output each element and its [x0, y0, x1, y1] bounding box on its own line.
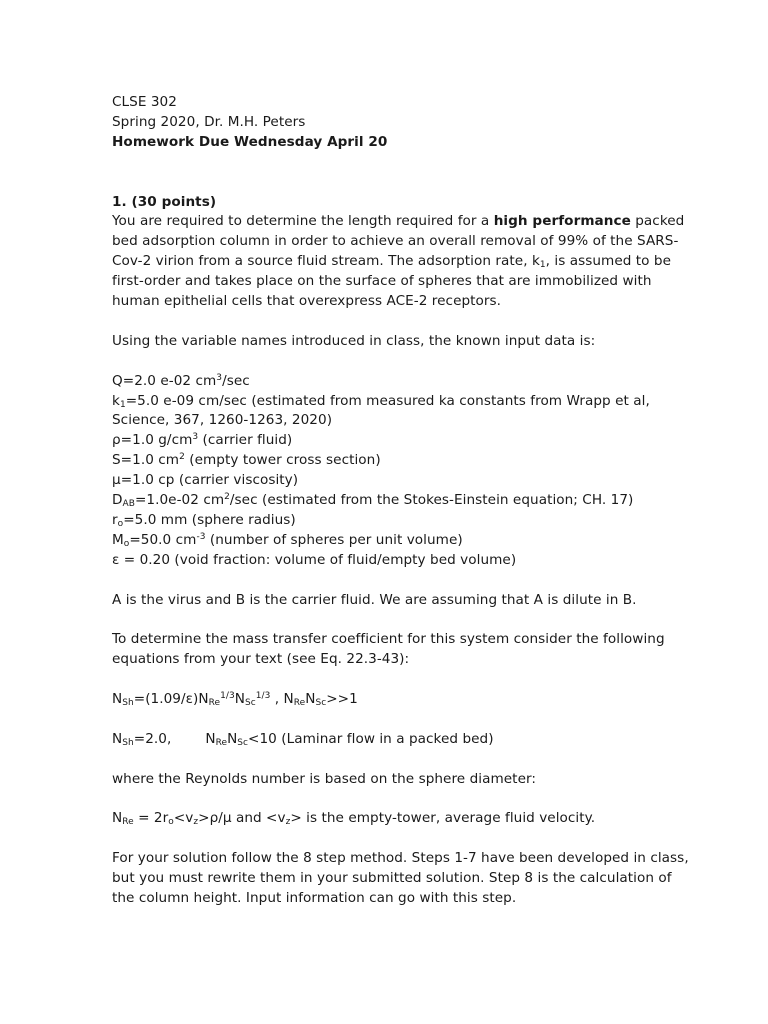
- equation-reynolds: $N_{Re} = 2r_o<v_z>\rho/\mu$ and $<v_z>$ is the empty-tower, average fluid velocity.: [112, 810, 596, 828]
- input-k1-source: Science, 367, 1260-1263, 2020): [112, 412, 333, 429]
- input-q: Q=2.0 e-02 $cm^3/\sec$: [112, 372, 250, 389]
- data-intro: Using the variable names introduced in class, the known input data is:: [112, 332, 596, 349]
- mass-transfer-intro-1: To determine the mass transfer coefficient for this system consider the following: [112, 631, 665, 648]
- problem-intro: You are required to determine the length required for a high performance packed bed adsorption column in order to achieve an overall removal of 99% of the SARS- Cov-2 virion from a source fluid stream. The adsorption rate, $k_1$, is assumed to be first-order and takes place on the surface of spheres that are immobilized with human epithelial cells that overexpress ACE-2 receptors.: [112, 213, 685, 310]
- term-instructor: Spring 2020, Dr. M.H. Peters: [112, 113, 306, 130]
- input-m0: $M_o=50.0$ $cm^{-3}$ (number of spheres per unit volume): [112, 531, 463, 549]
- closing-instructions: For your solution follow the 8 step method. Steps 1-7 have been developed in class, but you must rewrite them in your submitted solution. Step 8 is the calculation of the column height. Input information can go with this step.: [112, 850, 689, 907]
- equation-sherwood-low: $N_{Sh}=2.0$, $N_{Re}N_{Sc}<10$ (Laminar flow in a packed bed): [112, 730, 494, 748]
- course-code: CLSE 302: [112, 94, 177, 110]
- input-r0: $r_o=5.0$ mm (sphere radius): [112, 511, 296, 529]
- input-epsilon: ε = 0.20 (void fraction: volume of fluid/empty bed volume): [112, 551, 517, 568]
- input-mu: μ=1.0 cp (carrier viscosity): [112, 472, 299, 489]
- homework-due: Homework Due Wednesday April 20: [112, 133, 388, 150]
- problem-number: 1. (30 points): [112, 193, 217, 210]
- equation-sherwood-high: $N_{Sh}=(1.09/\varepsilon)N_{Re}^{1/3}N_{Sc}^{1/3}$ , $N_{Re}N_{Sc}>>1$: [112, 691, 358, 709]
- mass-transfer-intro-2: equations from your text (see Eq. 22.3-43):: [112, 651, 410, 668]
- input-rho: ρ=1.0 $g/cm^3$ (carrier fluid): [112, 432, 293, 449]
- input-dab: $D_{AB}=1.0e-02$ $cm^2/\sec$ (estimated from the Stokes-Einstein equation; CH. 17): [112, 492, 634, 510]
- document-body: [112, 93, 689, 909]
- assumption-text: A is the virus and B is the carrier fluid. We are assuming that A is dilute in B.: [112, 591, 637, 608]
- emphasis-high-performance: high performance: [493, 213, 631, 230]
- reynolds-intro: where the Reynolds number is based on the sphere diameter:: [112, 770, 537, 787]
- input-s: S=1.0 $cm^2$ (empty tower cross section): [112, 452, 381, 469]
- input-k1: $k_1=5.0$ e-09 cm/sec (estimated from measured ka constants from Wrapp et al,: [112, 392, 650, 410]
- input-data-list: [112, 372, 657, 571]
